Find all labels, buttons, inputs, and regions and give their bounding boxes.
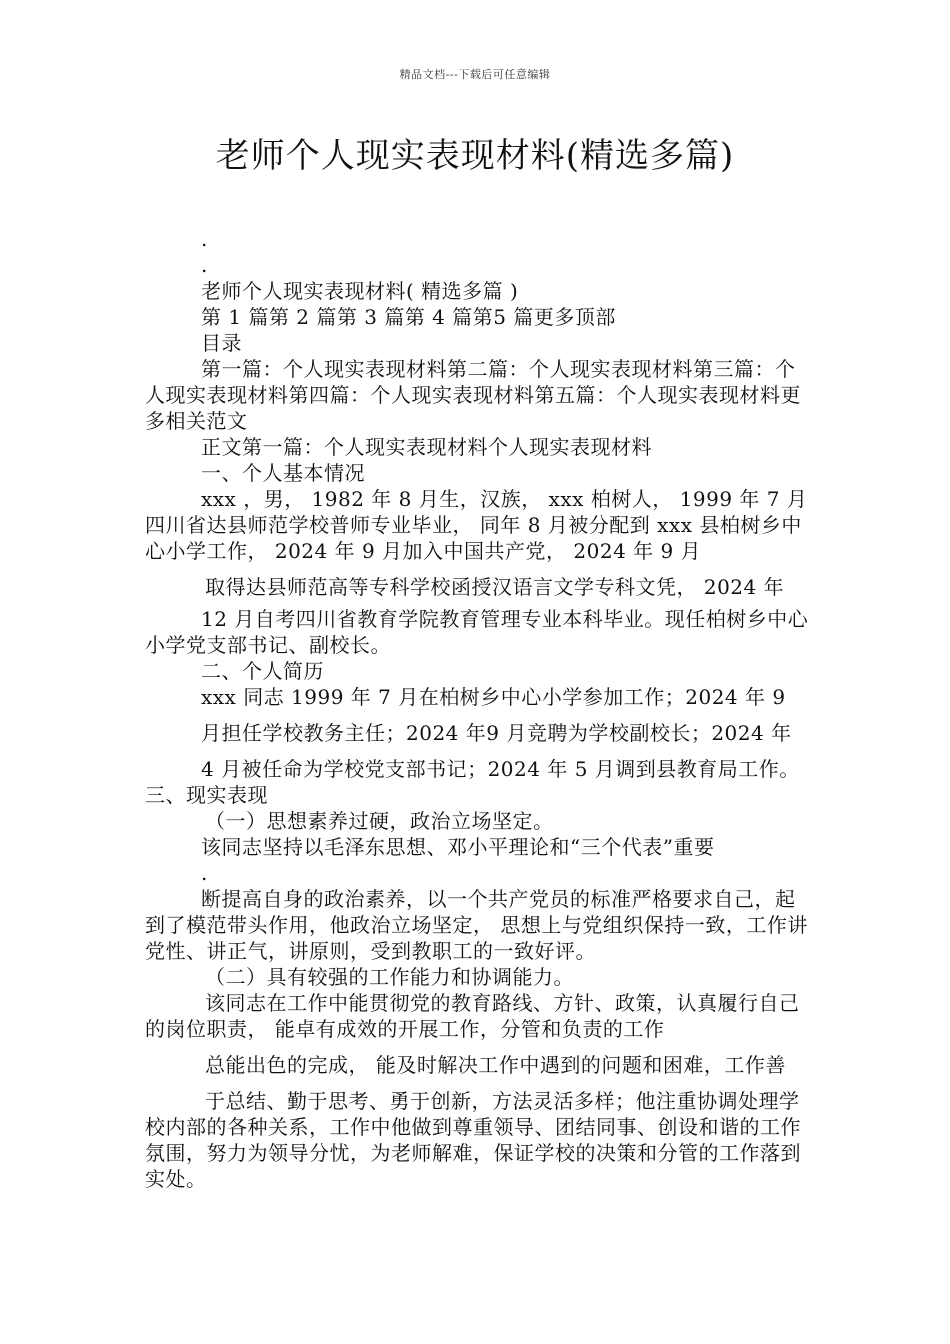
paragraph: 一、个人基本情况 [201,461,365,485]
page-header: 精品文档---下载后可任意编辑 [399,68,551,81]
paragraph: . [201,861,208,885]
paragraph: 总能出色的完成， 能及时解决工作中遇到的问题和困难，工作善 [205,1053,786,1077]
paragraph: 二、个人简历 [201,659,324,683]
paragraph: xxx ，男， 1982 年 8 月生，汉族， xxx 柏树人， 1999 年 7 月四川省达县师范学校普师专业毕业， 同年 8 月被分配到 xxx 县柏树乡中心小学工作， 2024 年 9 月加入中国共产党， 2024 年 9 月 [145,487,808,563]
paragraph: 目录 [201,331,242,355]
paragraph: 断提高自身的政治素养，以一个共产党员的标准严格要求自己，起到了模范带头作用，他政治立场坚定， 思想上与党组织保持一致，工作讲党性、讲正气，讲原则，受到教职工的一致好评。 [145,887,808,963]
paragraph: . [201,253,208,277]
paragraph: 老师个人现实表现材料( 精选多篇 ) [201,279,519,303]
paragraph: 月担任学校教务主任；2024 年9 月竞聘为学校副校长；2024 年 [201,721,792,745]
paragraph: xxx 同志 1999 年 7 月在柏树乡中心小学参加工作；2024 年 9 [201,685,786,709]
paragraph: 第 1 篇第 2 篇第 3 篇第 4 篇第5 篇更多顶部 [201,305,616,329]
document-body [145,226,810,1192]
paragraph: 取得达县师范高等专科学校函授汉语言文学专科文凭， 2024 年 [205,575,785,599]
paragraph: 该同志在工作中能贯彻党的教育路线、方针、政策，认真履行自己的岗位职责， 能卓有成效的开展工作，分管和负责的工作 [145,991,800,1041]
paragraph: 12 月自考四川省教育学院教育管理专业本科毕业。现任柏树乡中心小学党支部书记、副校长。 [145,607,809,657]
document-title: 老师个人现实表现材料(精选多篇) [215,136,735,176]
paragraph: （一）思想素养过硬，政治立场坚定。 [205,809,554,833]
paragraph: . [201,227,208,251]
paragraph: 正文第一篇：个人现实表现材料个人现实表现材料 [201,435,652,459]
paragraph: 于总结、勤于思考、勇于创新，方法灵活多样；他注重协调处理学校内部的各种关系，工作中他做到尊重领导、团结同事、创设和谐的工作氛围，努力为领导分忧，为老师解难，保证学校的决策和分管的工作落到实处。 [145,1089,801,1191]
paragraph: 第一篇：个人现实表现材料第二篇：个人现实表现材料第三篇：个人现实表现材料第四篇：个人现实表现材料第五篇：个人现实表现材料更多相关范文 [145,357,801,433]
paragraph: 该同志坚持以毛泽东思想、邓小平理论和“三个代表”重要 [201,835,715,859]
paragraph: （二）具有较强的工作能力和协调能力。 [205,965,574,989]
paragraph: 4 月被任命为学校党支部书记；2024 年 5 月调到县教育局工作。三、现实表现 [145,757,800,807]
